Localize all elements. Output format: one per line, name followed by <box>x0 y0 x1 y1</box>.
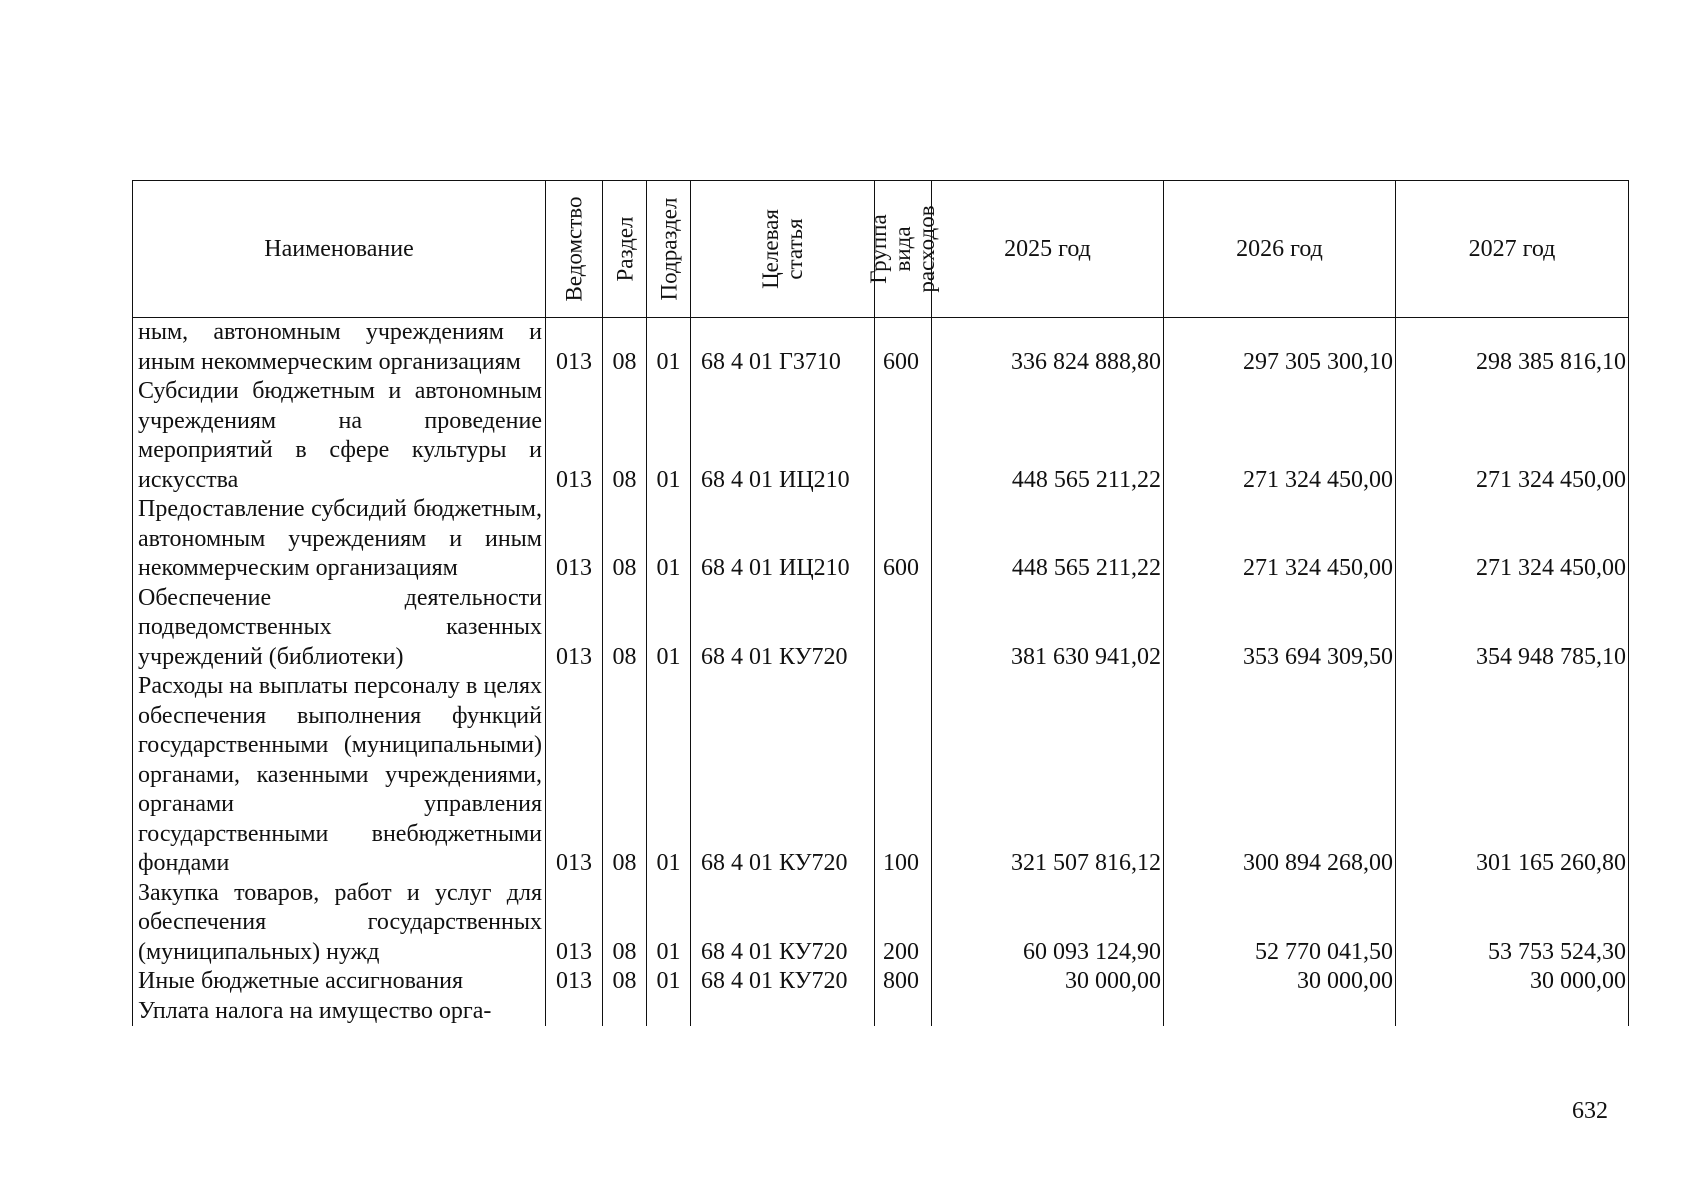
table-body <box>133 318 1629 1027</box>
cell-vedomstvo: 013 <box>546 879 603 968</box>
header-vedomstvo: Ведомство <box>546 181 603 318</box>
header-2025: 2025 год <box>932 181 1164 318</box>
table-row <box>133 879 1629 968</box>
cell-2025: 448 565 211,22 <box>932 495 1164 584</box>
cell-podrazdel: 01 <box>647 584 691 673</box>
cell-podrazdel: 01 <box>647 879 691 968</box>
budget-table <box>132 180 1629 1026</box>
cell-celevaya-statya: 68 4 01 Г3710 <box>691 318 875 378</box>
cell-razdel: 08 <box>603 495 647 584</box>
cell-celevaya-statya: 68 4 01 КУ720 <box>691 584 875 673</box>
cell-celevaya-statya: 68 4 01 КУ720 <box>691 967 875 997</box>
cell-2027 <box>1396 997 1629 1027</box>
cell-podrazdel <box>647 997 691 1027</box>
cell-2027: 298 385 816,10 <box>1396 318 1629 378</box>
cell-vedomstvo: 013 <box>546 584 603 673</box>
cell-2025: 381 630 941,02 <box>932 584 1164 673</box>
cell-vedomstvo: 013 <box>546 377 603 495</box>
cell-2027: 271 324 450,00 <box>1396 495 1629 584</box>
cell-2025 <box>932 997 1164 1027</box>
cell-gruppa: 600 <box>875 318 932 378</box>
table-row <box>133 584 1629 673</box>
cell-2027: 354 948 785,10 <box>1396 584 1629 673</box>
cell-podrazdel: 01 <box>647 967 691 997</box>
table-row <box>133 318 1629 378</box>
cell-podrazdel: 01 <box>647 495 691 584</box>
header-podrazdel: Подраздел <box>647 181 691 318</box>
cell-2025: 321 507 816,12 <box>932 672 1164 879</box>
cell-2026: 297 305 300,10 <box>1164 318 1396 378</box>
cell-2027: 53 753 524,30 <box>1396 879 1629 968</box>
header-celevaya-statya: Целевая статья <box>691 181 875 318</box>
cell-gruppa: 600 <box>875 495 932 584</box>
cell-2025: 336 824 888,80 <box>932 318 1164 378</box>
cell-gruppa <box>875 997 932 1027</box>
cell-name: ным, автономным учреждениям и иным некоммерческим организациям <box>133 318 546 378</box>
cell-2025: 30 000,00 <box>932 967 1164 997</box>
cell-razdel: 08 <box>603 879 647 968</box>
cell-razdel: 08 <box>603 584 647 673</box>
cell-gruppa <box>875 584 932 673</box>
cell-razdel: 08 <box>603 967 647 997</box>
cell-2027: 301 165 260,80 <box>1396 672 1629 879</box>
cell-razdel: 08 <box>603 672 647 879</box>
cell-2026: 271 324 450,00 <box>1164 495 1396 584</box>
table-row <box>133 377 1629 495</box>
cell-gruppa: 800 <box>875 967 932 997</box>
cell-vedomstvo: 013 <box>546 495 603 584</box>
cell-vedomstvo <box>546 997 603 1027</box>
cell-celevaya-statya: 68 4 01 ИЦ210 <box>691 377 875 495</box>
cell-razdel: 08 <box>603 318 647 378</box>
cell-podrazdel: 01 <box>647 377 691 495</box>
cell-gruppa: 200 <box>875 879 932 968</box>
table-row <box>133 495 1629 584</box>
cell-name: Иные бюджетные ассигнования <box>133 967 546 997</box>
header-gruppa-vida-rashodov: Группа вида расходов <box>875 181 932 318</box>
cell-razdel: 08 <box>603 377 647 495</box>
cell-2026: 271 324 450,00 <box>1164 377 1396 495</box>
cell-2026: 52 770 041,50 <box>1164 879 1396 968</box>
cell-2027: 30 000,00 <box>1396 967 1629 997</box>
cell-2025: 448 565 211,22 <box>932 377 1164 495</box>
header-2026: 2026 год <box>1164 181 1396 318</box>
table-row <box>133 967 1629 997</box>
cell-gruppa: 100 <box>875 672 932 879</box>
cell-razdel <box>603 997 647 1027</box>
cell-vedomstvo: 013 <box>546 967 603 997</box>
table-row <box>133 672 1629 879</box>
header-name: Наименование <box>133 181 546 318</box>
cell-2025: 60 093 124,90 <box>932 879 1164 968</box>
cell-vedomstvo: 013 <box>546 672 603 879</box>
table-row <box>133 997 1629 1027</box>
cell-2026: 300 894 268,00 <box>1164 672 1396 879</box>
cell-podrazdel: 01 <box>647 318 691 378</box>
cell-name: Обеспечение деятельности подведомственных казенных учреждений (библиотеки) <box>133 584 546 673</box>
cell-2027: 271 324 450,00 <box>1396 377 1629 495</box>
header-row <box>133 181 1629 318</box>
cell-2026: 30 000,00 <box>1164 967 1396 997</box>
header-2027: 2027 год <box>1396 181 1629 318</box>
cell-celevaya-statya: 68 4 01 КУ720 <box>691 672 875 879</box>
cell-celevaya-statya <box>691 997 875 1027</box>
header-razdel: Раздел <box>603 181 647 318</box>
cell-2026 <box>1164 997 1396 1027</box>
cell-name: Предоставление субсидий бюджетным, автономным учреждениям и иным некоммерческим организациям <box>133 495 546 584</box>
cell-celevaya-statya: 68 4 01 КУ720 <box>691 879 875 968</box>
page-number: 632 <box>1572 1098 1608 1124</box>
cell-name: Субсидии бюджетным и автономным учреждениям на проведение мероприятий в сфере культуры и искусства <box>133 377 546 495</box>
cell-name: Уплата налога на имущество орга- <box>133 997 546 1027</box>
cell-name: Закупка товаров, работ и услуг для обеспечения государственных (муниципальных) нужд <box>133 879 546 968</box>
cell-name: Расходы на выплаты персоналу в целях обеспечения выполнения функций государственными (муниципальными) органами, казенными учреждениями, органами управления государственными внебюджетными фондами <box>133 672 546 879</box>
cell-2026: 353 694 309,50 <box>1164 584 1396 673</box>
cell-celevaya-statya: 68 4 01 ИЦ210 <box>691 495 875 584</box>
cell-gruppa <box>875 377 932 495</box>
cell-vedomstvo: 013 <box>546 318 603 378</box>
cell-podrazdel: 01 <box>647 672 691 879</box>
